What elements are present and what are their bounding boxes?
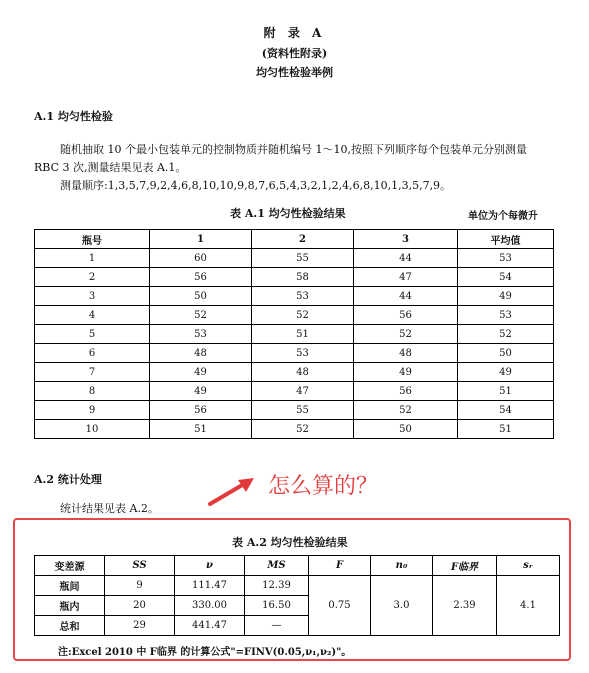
table-row	[35, 344, 554, 363]
table-a2-caption: 表 A.2 均匀性检验结果	[232, 536, 348, 549]
table-cell: 8	[35, 382, 150, 401]
table-cell: 55	[252, 249, 354, 268]
table-cell: 51	[458, 382, 554, 401]
header-cell: 1	[150, 230, 252, 249]
section-a2-para: 统计结果见表 A.2。	[60, 502, 159, 515]
table-cell: 49	[150, 382, 252, 401]
sr-cell: 4.1	[497, 576, 560, 636]
table-cell: 48	[150, 344, 252, 363]
arrow-icon	[206, 476, 258, 508]
table-cell: 52	[354, 401, 458, 420]
table-cell: 7	[35, 363, 150, 382]
appendix-nature: (资料性附录)	[261, 47, 328, 60]
table-row	[35, 420, 554, 439]
ss-cell: 29	[105, 616, 175, 636]
table-row	[35, 576, 560, 596]
table-a1	[34, 229, 554, 439]
table-row	[35, 401, 554, 420]
table-cell: 50	[354, 420, 458, 439]
table-cell: 47	[354, 268, 458, 287]
table-row	[35, 363, 554, 382]
section-a1-para-line2: RBC 3 次,测量结果见表 A.1。	[34, 161, 187, 174]
table-cell: 53	[252, 287, 354, 306]
annotation-question: 怎么算的？	[268, 474, 379, 499]
table-cell: 10	[35, 420, 150, 439]
table-cell: 53	[458, 306, 554, 325]
nu-cell: 330.00	[175, 596, 245, 616]
header-cell: n₀	[371, 556, 433, 576]
section-a1-para-line1: 随机抽取 10 个最小包装单元的控制物质并随机编号 1～10,按照下列顺序每个包装单元分别测量	[60, 143, 527, 156]
header-cell: F	[309, 556, 371, 576]
table-cell: 52	[354, 325, 458, 344]
table-cell: 52	[150, 306, 252, 325]
table-cell: 1	[35, 249, 150, 268]
appendix-label: 附 录 A	[263, 26, 326, 40]
header-cell: 3	[354, 230, 458, 249]
source-cell: 瓶内	[35, 596, 105, 616]
table-cell: 56	[150, 401, 252, 420]
header-cell: 变差源	[35, 556, 105, 576]
table-cell: 53	[252, 344, 354, 363]
ms-cell: —	[245, 616, 309, 636]
header-cell: sᵣ	[497, 556, 560, 576]
table-cell: 49	[354, 363, 458, 382]
table-cell: 51	[252, 325, 354, 344]
header-cell: SS	[105, 556, 175, 576]
table-cell: 51	[150, 420, 252, 439]
measurement-order: 测量顺序:1,3,5,7,9,2,4,6,8,10,10,9,8,7,6,5,4,3,2,1,2,4,6,8,10,1,3,5,7,9。	[60, 179, 452, 192]
fcrit-cell: 2.39	[433, 576, 497, 636]
header-cell: MS	[245, 556, 309, 576]
table-cell: 3	[35, 287, 150, 306]
ss-cell: 20	[105, 596, 175, 616]
table-a2-header-row	[35, 556, 560, 576]
header-cell: 2	[252, 230, 354, 249]
table-cell: 56	[150, 268, 252, 287]
header-cell: F临界	[433, 556, 497, 576]
table-cell: 44	[354, 249, 458, 268]
ms-cell: 16.50	[245, 596, 309, 616]
table-cell: 5	[35, 325, 150, 344]
f-cell: 0.75	[309, 576, 371, 636]
source-cell: 瓶间	[35, 576, 105, 596]
table-cell: 4	[35, 306, 150, 325]
table-cell: 9	[35, 401, 150, 420]
header-cell: ν	[175, 556, 245, 576]
table-cell: 48	[252, 363, 354, 382]
table-cell: 52	[252, 420, 354, 439]
table-cell: 52	[458, 325, 554, 344]
nu-cell: 441.47	[175, 616, 245, 636]
table-row	[35, 287, 554, 306]
table-cell: 56	[354, 306, 458, 325]
table-a1-header-row	[35, 230, 554, 249]
table-cell: 54	[458, 401, 554, 420]
table-cell: 2	[35, 268, 150, 287]
table-row	[35, 382, 554, 401]
table-cell: 49	[458, 363, 554, 382]
table-a1-unit: 单位为个每微升	[468, 211, 538, 222]
table-row	[35, 268, 554, 287]
ms-cell: 12.39	[245, 576, 309, 596]
ss-cell: 9	[105, 576, 175, 596]
table-a2	[34, 555, 560, 636]
table-cell: 52	[252, 306, 354, 325]
section-a1-heading: A.1 均匀性检验	[34, 110, 113, 123]
table-cell: 53	[458, 249, 554, 268]
nu-cell: 111.47	[175, 576, 245, 596]
table-cell: 48	[354, 344, 458, 363]
table-cell: 54	[458, 268, 554, 287]
source-cell: 总和	[35, 616, 105, 636]
table-cell: 44	[354, 287, 458, 306]
table-cell: 6	[35, 344, 150, 363]
table-cell: 60	[150, 249, 252, 268]
appendix-title: 均匀性检验举例	[256, 66, 333, 79]
table-cell: 47	[252, 382, 354, 401]
table-cell: 58	[252, 268, 354, 287]
table-a1-caption: 表 A.1 均匀性检验结果	[230, 207, 346, 220]
n0-cell: 3.0	[371, 576, 433, 636]
header-cell: 瓶号	[35, 230, 150, 249]
table-cell: 55	[252, 401, 354, 420]
table-row	[35, 306, 554, 325]
table-row	[35, 325, 554, 344]
table-cell: 50	[458, 344, 554, 363]
table-cell: 50	[150, 287, 252, 306]
table-a2-note: 注:Excel 2010 中 F临界 的计算公式"=FINV(0.05,ν₁,ν₂)"。	[58, 647, 352, 658]
table-row	[35, 249, 554, 268]
table-cell: 53	[150, 325, 252, 344]
table-cell: 56	[354, 382, 458, 401]
section-a2-heading: A.2 统计处理	[34, 473, 102, 486]
table-cell: 51	[458, 420, 554, 439]
table-cell: 49	[458, 287, 554, 306]
header-cell: 平均值	[458, 230, 554, 249]
table-cell: 49	[150, 363, 252, 382]
